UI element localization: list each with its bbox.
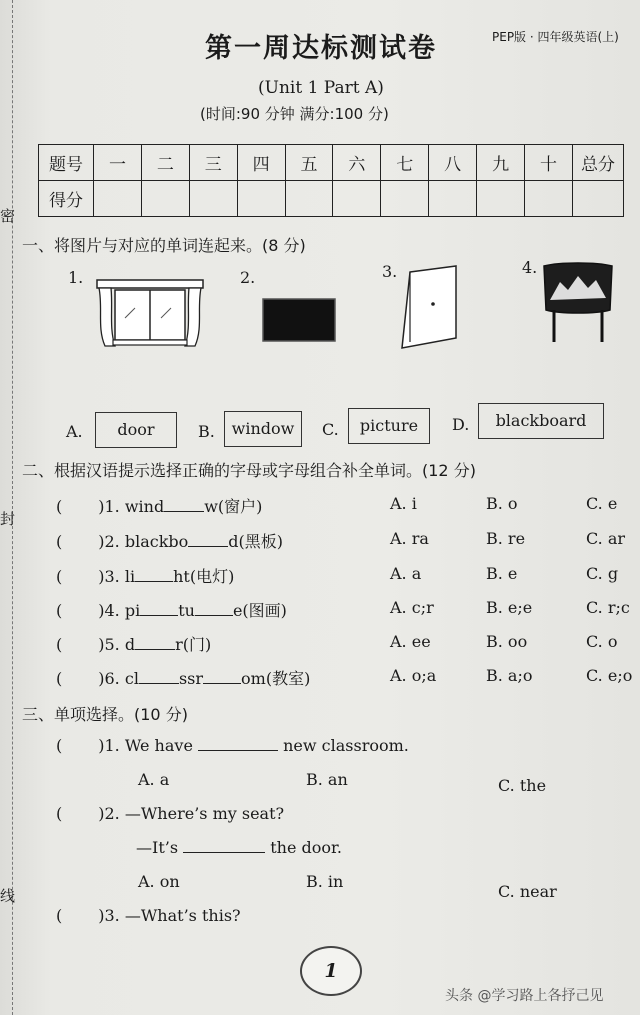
- s2-6-option-b: B. a;o: [486, 666, 533, 685]
- s3-1-option-a: A. a: [138, 770, 170, 789]
- s2-1-option-a: A. i: [390, 494, 417, 513]
- s2-item-5: ( )5. d r(门): [56, 635, 212, 654]
- s3-question-1: ( )1. We have new classroom.: [56, 736, 409, 755]
- score-input-cell[interactable]: [381, 181, 429, 217]
- score-input-cell[interactable]: [477, 181, 525, 217]
- option-b-word-box: window: [224, 411, 302, 447]
- s3-2-option-a: A. on: [138, 872, 180, 891]
- score-input-cell[interactable]: [237, 181, 285, 217]
- s2-4-option-c: C. r;c: [586, 598, 630, 617]
- s3-question-2-answer-line: —It’s the door.: [136, 838, 343, 857]
- word-blank[interactable]: [135, 649, 175, 650]
- word-blank[interactable]: [195, 615, 233, 616]
- score-table: [38, 144, 624, 217]
- option-c-word-box: picture: [348, 408, 430, 444]
- score-table-score-row: [39, 181, 624, 217]
- score-header-cell: 七: [381, 145, 429, 181]
- s3-question-3: ( )3. —What’s this?: [56, 906, 241, 925]
- word-blank[interactable]: [164, 511, 204, 512]
- s2-4-option-a: A. c;r: [390, 598, 434, 617]
- door-picture: [398, 264, 462, 350]
- score-input-cell[interactable]: [285, 181, 333, 217]
- s2-1-option-c: C. e: [586, 494, 618, 513]
- word-blank[interactable]: [135, 581, 173, 582]
- s2-4-option-b: B. e;e: [486, 598, 533, 617]
- score-input-cell[interactable]: [429, 181, 477, 217]
- picture-number-2: 2.: [240, 268, 256, 287]
- side-label-xian: 线: [0, 887, 16, 905]
- score-header-cell: 二: [141, 145, 189, 181]
- score-header-cell: 三: [189, 145, 237, 181]
- s2-6-option-a: A. o;a: [390, 666, 437, 685]
- s2-6-option-c: C. e;o: [586, 666, 633, 685]
- option-d-letter: D.: [452, 415, 470, 434]
- sentence-blank[interactable]: [183, 852, 265, 853]
- score-row-label: 得分: [39, 181, 94, 217]
- s3-2-option-b: B. in: [306, 872, 344, 891]
- s3-1-option-c: C. the: [498, 776, 547, 795]
- s3-question-2: ( )2. —Where’s my seat?: [56, 804, 285, 823]
- option-a-letter: A.: [66, 422, 83, 441]
- score-header-cell: 一: [94, 145, 142, 181]
- picture-number-1: 1.: [68, 268, 84, 287]
- word-blank[interactable]: [139, 683, 179, 684]
- s2-3-option-b: B. e: [486, 564, 518, 583]
- s2-item-1: ( )1. wind w(窗户): [56, 497, 263, 516]
- blackboard-picture: [262, 298, 336, 342]
- score-input-cell[interactable]: [189, 181, 237, 217]
- score-input-cell[interactable]: [141, 181, 189, 217]
- score-header-cell: 题号: [39, 145, 94, 181]
- score-header-cell: 总分: [573, 145, 624, 181]
- s2-item-3: ( )3. li ht(电灯): [56, 567, 235, 586]
- unit-subtitle: (Unit 1 Part A): [258, 78, 384, 98]
- section2-heading: 二、根据汉语提示选择正确的字母或字母组合补全单词。(12 分): [22, 461, 476, 480]
- score-header-cell: 十: [525, 145, 573, 181]
- side-label-mi: 密: [0, 207, 16, 225]
- s2-5-option-b: B. oo: [486, 632, 528, 651]
- score-header-cell: 四: [237, 145, 285, 181]
- score-input-cell[interactable]: [525, 181, 573, 217]
- section3-heading: 三、单项选择。(10 分): [22, 705, 188, 724]
- s2-3-option-a: A. a: [390, 564, 422, 583]
- score-input-cell[interactable]: [573, 181, 624, 217]
- s3-2-option-c: C. near: [498, 882, 557, 901]
- picture-picture: [540, 260, 616, 344]
- s2-5-option-c: C. o: [586, 632, 618, 651]
- score-input-cell[interactable]: [94, 181, 142, 217]
- option-c-letter: C.: [322, 420, 339, 439]
- picture-number-4: 4.: [522, 258, 538, 277]
- s2-item-4: ( )4. pi tu e(图画): [56, 601, 287, 620]
- time-info: (时间:90 分钟 满分:100 分): [200, 105, 389, 123]
- s2-1-option-b: B. o: [486, 494, 518, 513]
- option-a-word-box: door: [95, 412, 177, 448]
- word-blank[interactable]: [140, 615, 178, 616]
- exam-title: 第一周达标测试卷: [205, 33, 437, 64]
- word-blank[interactable]: [188, 546, 228, 547]
- score-table-header-row: [39, 145, 624, 181]
- score-input-cell[interactable]: [333, 181, 381, 217]
- s2-item-2: ( )2. blackbo d(黑板): [56, 532, 284, 551]
- picture-number-3: 3.: [382, 262, 398, 281]
- score-header-cell: 九: [477, 145, 525, 181]
- page-number-badge: 1: [300, 946, 362, 996]
- option-d-word-box: blackboard: [478, 403, 604, 439]
- side-label-feng: 封: [0, 510, 16, 528]
- s2-2-option-c: C. ar: [586, 529, 626, 548]
- sentence-blank[interactable]: [198, 750, 278, 751]
- watermark-text: 头条 @学习路上各抒己见: [445, 988, 604, 1004]
- score-header-cell: 六: [333, 145, 381, 181]
- section1-heading: 一、将图片与对应的单词连起来。(8 分): [22, 236, 306, 255]
- s2-3-option-c: C. g: [586, 564, 619, 583]
- s3-1-option-b: B. an: [306, 770, 348, 789]
- s2-2-option-a: A. ra: [390, 529, 429, 548]
- s2-5-option-a: A. ee: [390, 632, 431, 651]
- s2-2-option-b: B. re: [486, 529, 526, 548]
- score-header-cell: 五: [285, 145, 333, 181]
- option-b-letter: B.: [198, 422, 215, 441]
- word-blank[interactable]: [203, 683, 241, 684]
- edition-label: PEP版 · 四年级英语(上): [492, 30, 619, 44]
- s2-item-6: ( )6. cl ssr om(教室): [56, 669, 311, 688]
- score-header-cell: 八: [429, 145, 477, 181]
- window-picture: [95, 278, 205, 350]
